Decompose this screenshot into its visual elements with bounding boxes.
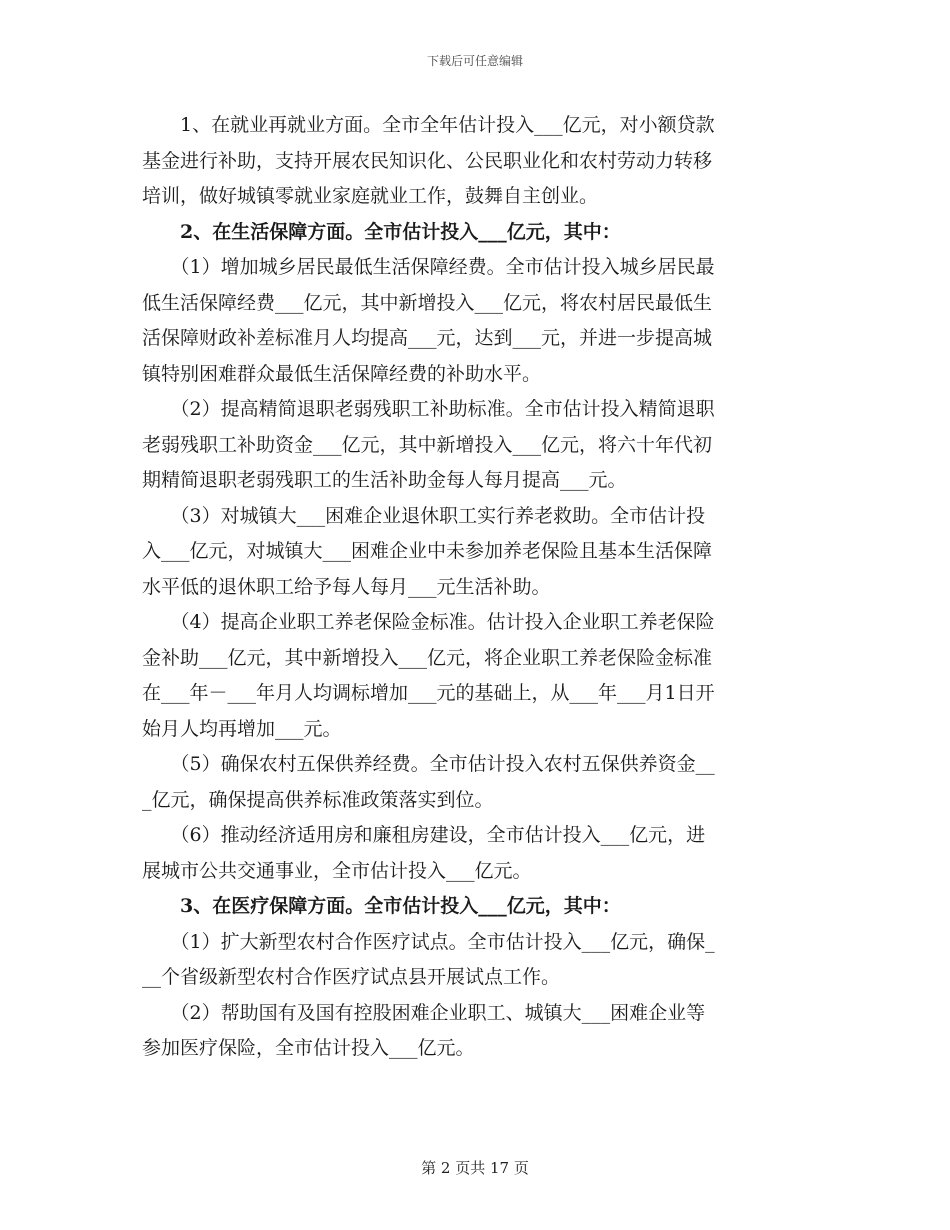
paragraph-line: 参加医疗保险，全市估计投入___亿元。 — [142, 1037, 475, 1059]
paragraph-line: （6）推动经济适用房和廉租房建设，全市估计投入___亿元，进 — [142, 824, 706, 846]
paragraph-line: 老弱残职工补助资金___亿元，其中新增投入___亿元，将六十年代初 — [142, 433, 713, 456]
page-footer: 第 2 页共 17 页 — [421, 1159, 529, 1177]
paragraph-line: __个省级新型农村合作医疗试点县开展试点工作。 — [142, 966, 561, 988]
paragraph-line: （1）扩大新型农村合作医疗试点。全市估计投入___亿元，确保_ — [142, 930, 715, 953]
document-body — [142, 108, 810, 1067]
paragraph-line: 金补助___亿元，其中新增投入___亿元，将企业职工养老保险金标准 — [142, 646, 713, 669]
section-heading-line: 3、在医疗保障方面。全市估计投入___亿元，其中： — [142, 895, 621, 917]
paragraph-line: 基金进行补助，支持开展农民知识化、公民职业化和农村劳动力转移 — [142, 149, 713, 172]
section-heading-line: 2、在生活保障方面。全市估计投入___亿元，其中： — [142, 220, 621, 243]
paragraph-line: 在___年－___年月人均调标增加___元的基础上，从___年___月1日开 — [142, 682, 715, 704]
paragraph-line: 镇特别困难群众最低生活保障经费的补助水平。 — [142, 362, 542, 385]
paragraph-line: 始月人均再增加___元。 — [142, 717, 342, 740]
paragraph-line: 1、在就业再就业方面。全市全年估计投入___亿元，对小额贷款 — [142, 114, 715, 136]
paragraph-line: 培训，做好城镇零就业家庭就业工作，鼓舞自主创业。 — [142, 185, 599, 207]
paragraph-line: 展城市公共交通事业，全市估计投入___亿元。 — [142, 859, 532, 882]
paragraph-line: （1）增加城乡居民最低生活保障经费。全市估计投入城乡居民最 — [142, 256, 715, 278]
paragraph-line: （4）提高企业职工养老保险金标准。估计投入企业职工养老保险 — [142, 611, 715, 633]
paragraph-line: 水平低的退休职工给予每人每月___元生活补助。 — [142, 575, 551, 598]
paragraph-line: 入___亿元，对城镇大___困难企业中未参加养老保险且基本生活保障 — [142, 540, 713, 562]
paragraph-line: 期精简退职老弱残职工的生活补助金每人每月提高___元。 — [142, 469, 627, 491]
paragraph-line: 低生活保障经费___亿元，其中新增投入___亿元，将农村居民最低生 — [142, 291, 713, 314]
paragraph-line: （2）帮助国有及国有控股困难企业职工、城镇大___困难企业等 — [142, 1001, 706, 1024]
paragraph-line: （2）提高精简退职老弱残职工补助标准。全市估计投入精简退职 — [142, 398, 715, 420]
paragraph-line: （3）对城镇大___困难企业退休职工实行养老救助。全市估计投 — [142, 504, 706, 527]
page-header: 下载后可任意编辑 — [426, 54, 523, 68]
paragraph-line: （5）确保农村五保供养经费。全市估计投入农村五保供养资金__ — [142, 753, 715, 775]
paragraph-line: 活保障财政补差标准月人均提高___元，达到___元，并进一步提高城 — [142, 327, 713, 349]
paragraph-line: _亿元，确保提高供养标准政策落实到位。 — [142, 788, 494, 811]
